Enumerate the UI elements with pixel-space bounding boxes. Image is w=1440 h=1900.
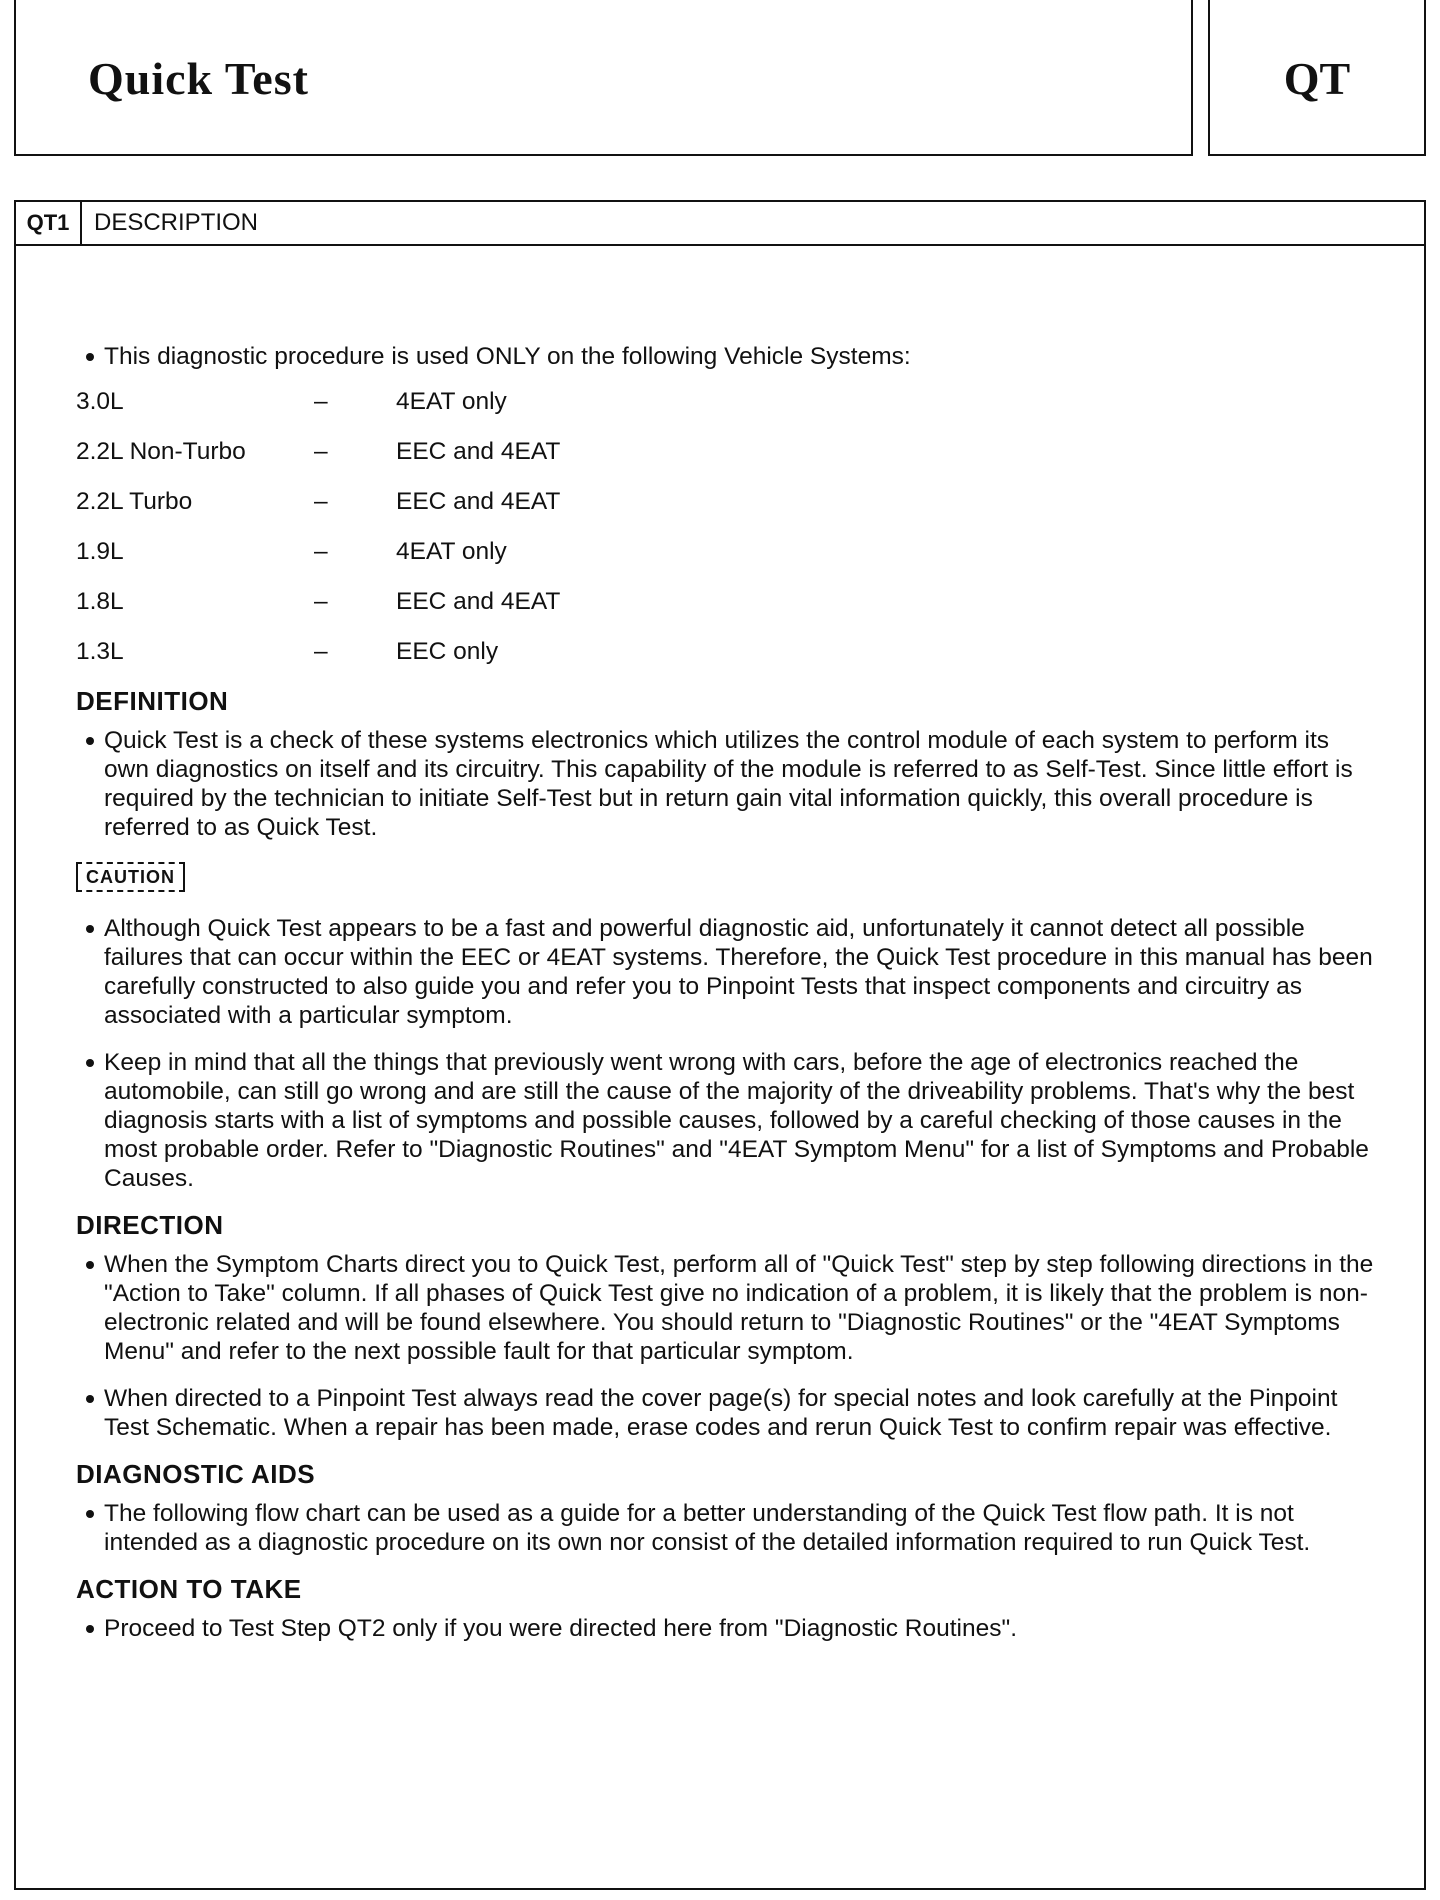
engine-label: 1.3L [76, 638, 124, 665]
systems-label: EEC and 4EAT [396, 488, 561, 515]
systems-label: 4EAT only [396, 388, 507, 415]
title-box [14, 0, 1193, 156]
vehicle-row [74, 637, 1374, 687]
bullet-icon [86, 1510, 94, 1518]
direction-text: When directed to a Pinpoint Test always read the cover page(s) for special notes and look carefully at the Pinpoint Test Schematic. When a repair has been made, erase codes and rerun Quick Test to confirm repair was effective. [104, 1385, 1338, 1441]
vehicle-row [74, 487, 1374, 537]
definition-bullet [74, 726, 1374, 842]
dash-separator: – [314, 388, 328, 415]
engine-label: 2.2L Turbo [76, 488, 193, 515]
engine-label: 1.9L [76, 538, 124, 565]
dash-separator: – [314, 488, 328, 515]
vehicle-row [74, 537, 1374, 587]
caution-text: Although Quick Test appears to be a fast and powerful diagnostic aid, unfortunately it cannot detect all possible failures that can occur within the EEC or 4EAT systems. Therefore, the Quick Test procedure in this manual has been carefully constructed to also guide you and refer you to Pinpoint Tests that inspect components and circuitry as associated with a particular symptom. [104, 915, 1373, 1029]
direction-heading: DIRECTION [76, 1210, 224, 1240]
dash-separator: – [314, 588, 328, 615]
section-code-box [1208, 0, 1426, 156]
caution-bullet [74, 1048, 1374, 1193]
engine-label: 1.8L [76, 588, 124, 615]
dash-separator: – [314, 438, 328, 465]
direction-bullet [74, 1384, 1374, 1442]
vehicle-systems-table [74, 387, 1374, 687]
action-text: Proceed to Test Step QT2 only if you were directed here from "Diagnostic Routines". [104, 1615, 1017, 1642]
section-code: QT [1283, 53, 1351, 104]
vehicle-row [74, 437, 1374, 487]
bullet-icon [86, 353, 94, 361]
test-step-box [14, 200, 1426, 1890]
intro-bullet [74, 342, 1374, 371]
test-step-title: DESCRIPTION [94, 209, 259, 236]
engine-label: 3.0L [76, 388, 124, 415]
systems-label: EEC only [396, 638, 499, 665]
page-title: Quick Test [88, 53, 309, 104]
bullet-icon [86, 1059, 94, 1067]
description-content [74, 342, 1374, 1661]
diagnostic-aids-bullet [74, 1499, 1374, 1557]
systems-label: EEC and 4EAT [396, 438, 561, 465]
caution-bullet [74, 914, 1374, 1030]
engine-label: 2.2L Non-Turbo [76, 438, 246, 465]
direction-bullet [74, 1250, 1374, 1366]
dash-separator: – [314, 638, 328, 665]
diagnostic-aids-text: The following flow chart can be used as a guide for a better understanding of the Quick Test flow path. It is not intended as a diagnostic procedure on its own nor consist of the detailed information required to run Quick Test. [104, 1500, 1311, 1556]
caution-label: CAUTION [76, 862, 185, 892]
caution-text: Keep in mind that all the things that previously went wrong with cars, before the age of electronics reached the automobile, can still go wrong and are still the cause of the majority of the driveability problems. That's why the best diagnosis starts with a list of symptoms and possible causes, followed by a careful checking of those causes in the most probable order. Refer to "Diagnostic Routines" and "4EAT Symptom Menu" for a list of Symptoms and Probable Causes. [104, 1049, 1369, 1192]
vehicle-row [74, 587, 1374, 637]
diagnostic-aids-heading: DIAGNOSTIC AIDS [76, 1459, 316, 1489]
systems-label: 4EAT only [396, 538, 507, 565]
definition-text: Quick Test is a check of these systems electronics which utilizes the control module of each system to perform its own diagnostics on itself and its circuitry. This capability of the module is referred to as Self-Test. Since little effort is required by the technician to initiate Self-Test but in return gain vital information quickly, this overall procedure is referred to as Quick Test. [104, 727, 1353, 841]
action-heading: ACTION TO TAKE [76, 1574, 302, 1604]
bullet-icon [86, 1395, 94, 1403]
bullet-icon [86, 925, 94, 933]
direction-text: When the Symptom Charts direct you to Quick Test, perform all of "Quick Test" step by step following directions in the "Action to Take" column. If all phases of Quick Test give no indication of a problem, it is likely that the problem is non-electronic related and will be found elsewhere. You should return to "Diagnostic Routines" or the "4EAT Symptoms Menu" and refer to the next possible fault for that particular symptom. [104, 1251, 1374, 1365]
test-step-header [16, 202, 1424, 246]
test-step-id: QT1 [16, 202, 82, 244]
definition-heading: DEFINITION [76, 686, 229, 716]
bullet-icon [86, 1625, 94, 1633]
vehicle-row [74, 387, 1374, 437]
systems-label: EEC and 4EAT [396, 588, 561, 615]
dash-separator: – [314, 538, 328, 565]
bullet-icon [86, 737, 94, 745]
action-bullet [74, 1614, 1374, 1643]
bullet-icon [86, 1261, 94, 1269]
intro-text: This diagnostic procedure is used ONLY on the following Vehicle Systems: [104, 343, 911, 370]
